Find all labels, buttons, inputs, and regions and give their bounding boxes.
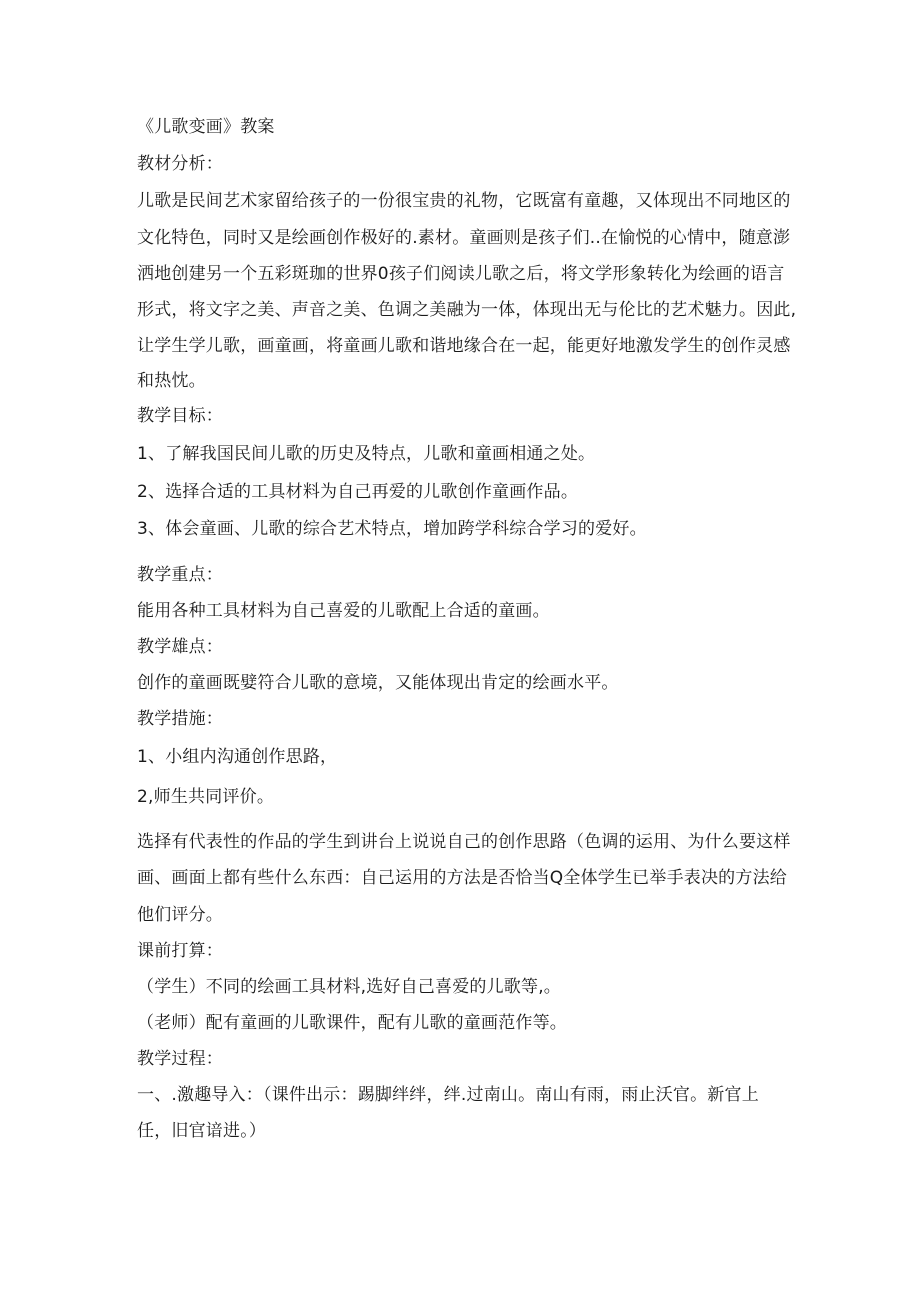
list-item: 2,师生共同评价。 — [137, 787, 275, 807]
list-item: 1、了解我国民间儿歌的历史及特点，儿歌和童画相通之处。 — [137, 444, 596, 464]
list-item: 2、选择合适的工具材料为自己再爱的儿歌创作童画作品。 — [137, 482, 579, 502]
paragraph-line: 能用各种工具材料为自己喜爱的儿歌配上合适的童画。 — [137, 601, 550, 621]
section-heading-measures: 教学措施： — [137, 709, 223, 729]
paragraph-line: 和热忱。 — [137, 371, 206, 391]
section-heading-process: 教学过程： — [137, 1049, 223, 1069]
paragraph-line: 洒地创建另一个五彩斑珈的世界0孩子们阅读儿歌之后，将文学形象转化为绘画的语言 — [137, 264, 785, 284]
paragraph-line: 他们评分。 — [137, 905, 223, 925]
paragraph-line: 形式，将文字之美、声音之美、色调之美融为一体，体现出无与伦比的艺术魅力。因此, — [137, 300, 797, 320]
paragraph-line: 儿歌是民间艺术家留给孩子的一份很宝贵的礼物，它既富有童趣，又体现出不同地区的 — [137, 191, 791, 211]
paragraph-line: （学生）不同的绘画工具材料,选好自己喜爱的儿歌等,。 — [137, 977, 562, 997]
section-heading-goals: 教学目标： — [137, 406, 223, 426]
document-title: 《儿歌变画》教案 — [137, 117, 275, 137]
paragraph-line: 创作的童画既嬖符合儿歌的意境，又能体现出肯定的绘画水平。 — [137, 673, 619, 693]
section-heading-difficulties: 教学雄点： — [137, 637, 223, 657]
list-item: 3、体会童画、儿歌的综合艺术特点，增加跨学科综合学习的爱好。 — [137, 519, 647, 539]
paragraph-line: 文化特色，同时又是绘画创作极好的.素材。童画则是孩子们..在愉悦的心情中，随意澎 — [137, 228, 791, 248]
section-heading-analysis: 教材分析： — [137, 154, 223, 174]
list-item: 1、小组内沟通创作思路， — [137, 747, 338, 767]
paragraph-line: 选择有代表性的作品的学生到讲台上说说自己的创作思路（色调的运用、为什么要这样 — [137, 832, 791, 852]
paragraph-line: 画、画面上都有些什么东西：自己运用的方法是否恰当Q全体学生已举手表决的方法给 — [137, 868, 787, 888]
paragraph-line: 任，旧官谙进。） — [137, 1121, 267, 1141]
paragraph-line: 一、.激趣导入：（课件出示：踢脚绊绊，绊.过南山。南山有雨，雨止沃官。新官上 — [137, 1085, 759, 1105]
section-heading-key-points: 教学重点： — [137, 565, 223, 585]
paragraph-line: 让学生学儿歌，画童画，将童画儿歌和谐地缘合在一起，能更好地激发学生的创作灵感 — [137, 336, 791, 356]
paragraph-line: （老师）配有童画的儿歌课件，配有儿歌的童画范作等。 — [137, 1013, 567, 1033]
section-heading-preparation: 课前打算： — [137, 941, 223, 961]
